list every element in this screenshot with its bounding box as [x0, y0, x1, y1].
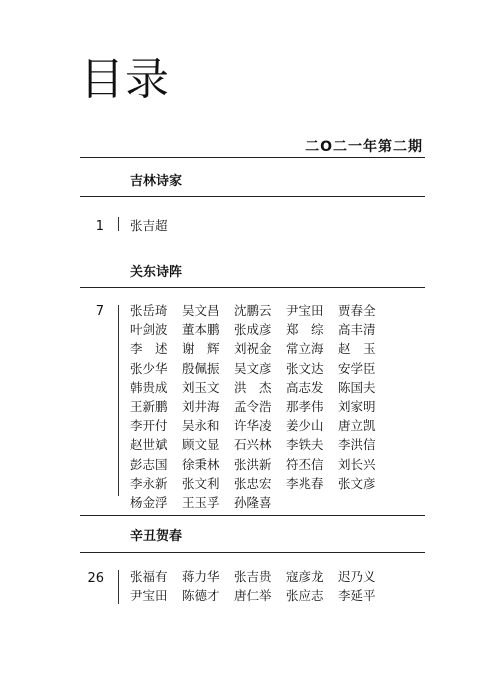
author-row — [130, 435, 390, 454]
author-name: 那孝伟 — [286, 398, 324, 414]
author-name: 高丰清 — [338, 322, 376, 338]
author-name: 韩贵成 — [130, 379, 168, 395]
author-name: 李兆春 — [286, 475, 324, 491]
author-name: 刘祝金 — [234, 341, 272, 357]
author-row — [130, 216, 182, 235]
author-name: 彭志国 — [130, 456, 168, 472]
author-row — [130, 320, 390, 339]
author-name: 李洪信 — [338, 437, 376, 453]
page-number: 26 — [87, 571, 104, 586]
author-name: 杨金浮 — [130, 494, 168, 510]
author-row — [130, 416, 390, 435]
author-name: 常立海 — [286, 341, 324, 357]
author-name: 张成彦 — [234, 322, 272, 338]
author-name: 吴文彦 — [234, 360, 272, 376]
separator-bar — [118, 570, 119, 604]
author-name: 张吉超 — [130, 218, 168, 233]
author-name: 张应志 — [286, 588, 324, 604]
author-name: 张岳琦 — [130, 303, 168, 318]
author-name: 赵 玉 — [338, 341, 376, 357]
author-name: 李永新 — [130, 475, 168, 491]
author-name: 孙隆喜 — [234, 494, 272, 510]
divider — [80, 287, 425, 288]
author-name: 吴永和 — [182, 418, 220, 434]
author-name: 李延平 — [338, 588, 376, 604]
author-row — [130, 339, 390, 358]
author-name: 张忠宏 — [234, 475, 272, 491]
author-name: 张文达 — [286, 360, 324, 376]
author-name: 顾文显 — [182, 437, 220, 453]
author-name: 谢 辉 — [182, 341, 220, 357]
separator-bar — [118, 305, 119, 496]
author-name: 高志发 — [286, 379, 324, 395]
author-name: 姜少山 — [286, 418, 324, 434]
author-list — [130, 567, 390, 605]
issue-label: 二O二一年第二期 — [305, 139, 423, 155]
page-number: 7 — [95, 304, 104, 319]
separator-bar — [118, 217, 119, 231]
author-name: 贾春全 — [338, 303, 376, 318]
author-name: 唐仁举 — [234, 588, 272, 604]
divider — [80, 196, 425, 197]
author-name: 蒋力华 — [182, 569, 220, 584]
author-name: 赵世斌 — [130, 437, 168, 453]
author-name: 刘井海 — [182, 398, 220, 414]
author-list — [130, 216, 182, 235]
author-row — [130, 474, 390, 493]
author-name: 安学臣 — [338, 360, 376, 376]
author-name: 刘玉文 — [182, 379, 220, 395]
section-title[interactable]: 辛丑贺春 — [130, 529, 183, 544]
author-name: 符丕信 — [286, 456, 324, 472]
author-name: 刘长兴 — [338, 456, 376, 472]
author-name: 王玉孚 — [182, 494, 220, 510]
author-name: 陈国夫 — [338, 379, 376, 395]
author-name: 张福有 — [130, 569, 168, 584]
author-name: 张文彦 — [338, 475, 376, 491]
author-name: 刘家明 — [338, 398, 376, 414]
author-name: 唐立凯 — [338, 418, 376, 434]
author-name: 洪 杰 — [234, 379, 272, 395]
author-name: 张文利 — [182, 475, 220, 491]
author-name: 张洪新 — [234, 456, 272, 472]
author-name: 郑 综 — [286, 322, 324, 338]
author-name: 李开付 — [130, 418, 168, 434]
section-title[interactable]: 吉林诗家 — [130, 174, 183, 189]
author-row — [130, 397, 390, 416]
author-name: 沈鹏云 — [234, 303, 272, 318]
section-title[interactable]: 关东诗阵 — [130, 265, 183, 280]
author-name: 王新鹏 — [130, 398, 168, 414]
author-row — [130, 378, 390, 397]
author-name: 陈德才 — [182, 588, 220, 604]
author-name: 吴文昌 — [182, 303, 220, 318]
author-name: 石兴林 — [234, 437, 272, 453]
author-name: 张吉贵 — [234, 569, 272, 584]
author-row — [130, 359, 390, 378]
author-row — [130, 455, 390, 474]
author-name: 孟令浩 — [234, 398, 272, 414]
page-number: 1 — [95, 219, 104, 234]
author-name: 尹宝田 — [130, 588, 168, 604]
author-name: 张少华 — [130, 360, 168, 376]
author-row — [130, 301, 390, 320]
author-name: 尹宝田 — [286, 303, 324, 318]
author-name: 殷佩振 — [182, 360, 220, 376]
divider — [80, 515, 425, 516]
author-row — [130, 567, 390, 586]
divider — [80, 157, 425, 158]
author-name: 迟乃义 — [338, 569, 376, 584]
page-title: 目录 — [80, 54, 170, 105]
author-list — [130, 301, 390, 512]
author-row — [130, 586, 390, 605]
author-name: 寇彦龙 — [286, 569, 324, 584]
author-name: 许华凌 — [234, 418, 272, 434]
author-name: 董本鹏 — [182, 322, 220, 338]
author-name: 李 述 — [130, 341, 168, 357]
divider — [80, 552, 425, 553]
author-name: 李铁夫 — [286, 437, 324, 453]
author-row — [130, 493, 390, 512]
author-name: 叶剑波 — [130, 322, 168, 338]
author-name: 徐秉林 — [182, 456, 220, 472]
